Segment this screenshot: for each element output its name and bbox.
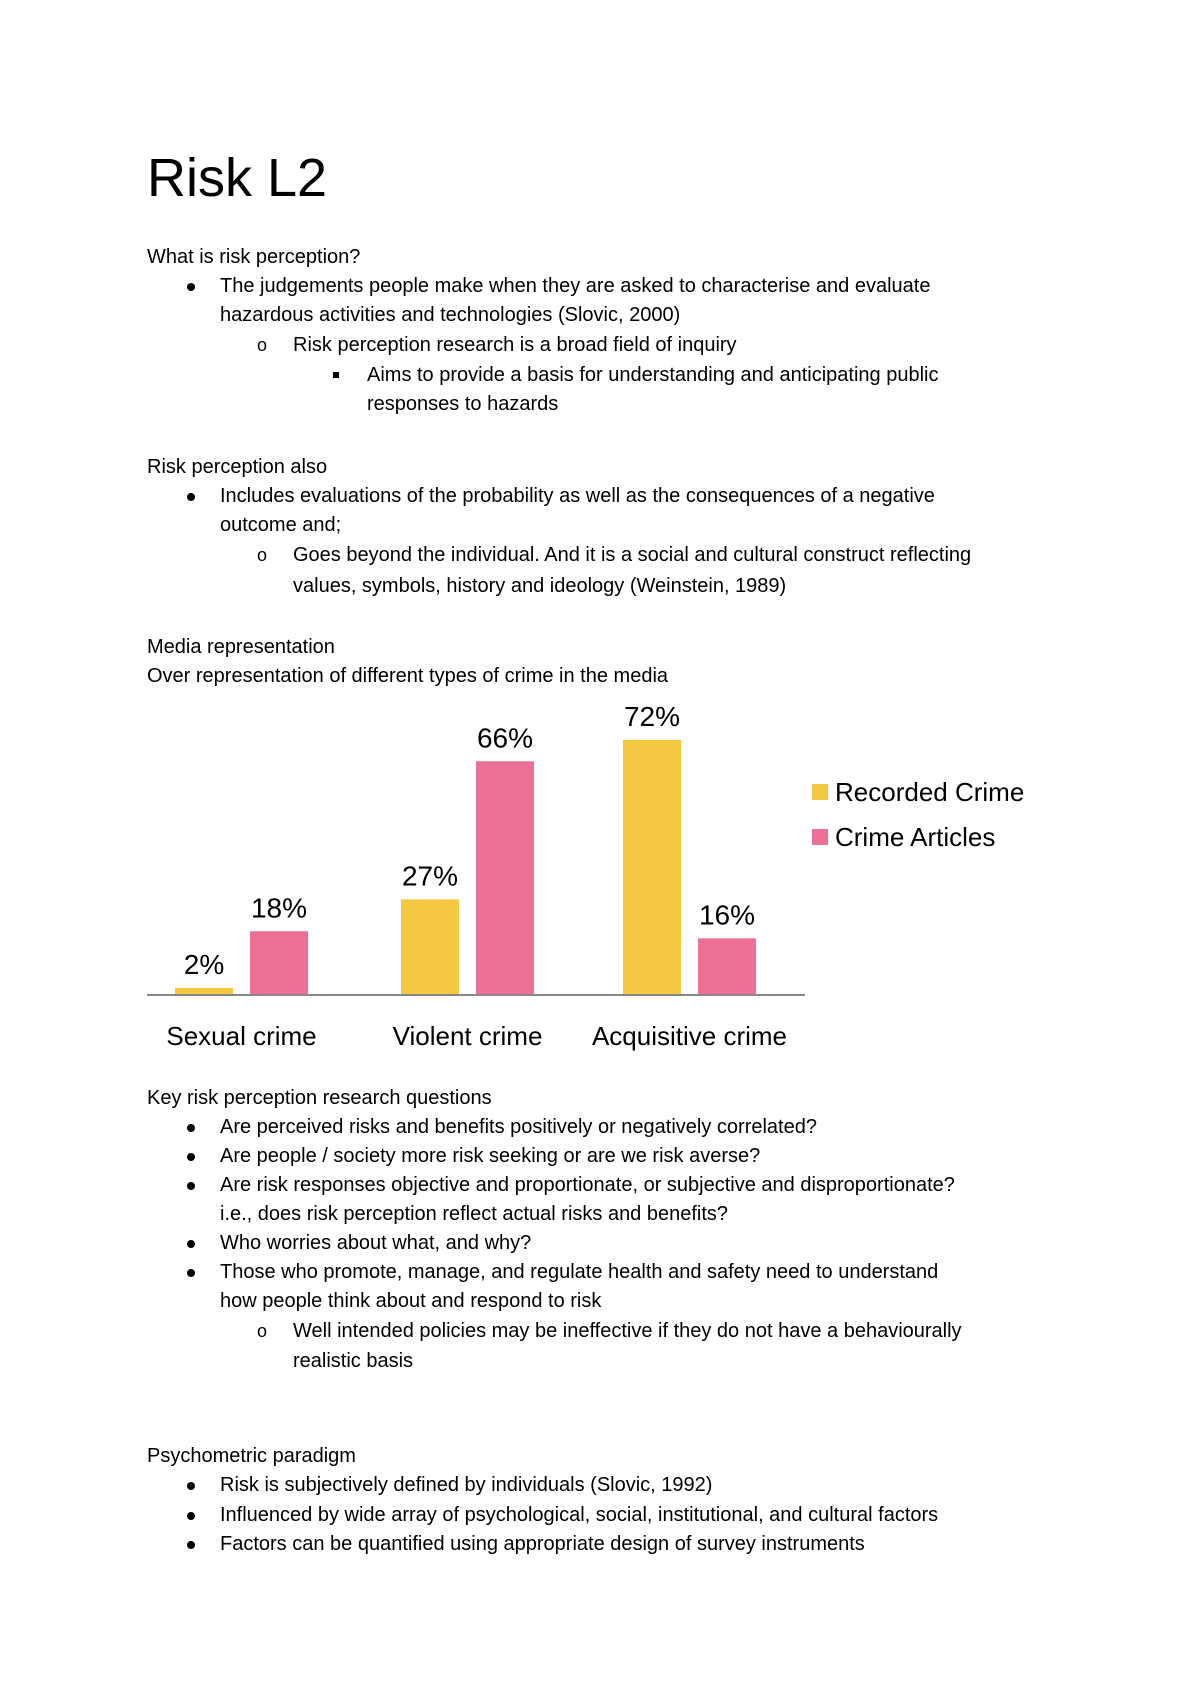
subsub-bullet-text-continued: responses to hazards [367,393,559,415]
bullet-dot [187,1240,195,1248]
chart-data-label: 18% [250,892,308,924]
bullet-text: Factors can be quantified using appropriate design of survey instruments [220,1533,865,1555]
sub-bullet-text-continued: values, symbols, history and ideology (Weinstein, 1989) [293,575,787,597]
chart-category-label: Acquisitive crime [591,1021,788,1051]
bullet-dot [187,1541,195,1549]
bullet-text: Influenced by wide array of psychological, social, institutional, and cultural factors [220,1504,939,1526]
section-heading-media: Media representation [147,636,335,658]
chart-data-label: 16% [698,899,756,931]
bullet-text: Are people / society more risk seeking or are we risk averse? [220,1145,761,1167]
bullet-text: Risk is subjectively defined by individuals (Slovic, 1992) [220,1474,713,1496]
chart-legend-label: Crime Articles [835,822,996,852]
bullet-dot [187,1124,195,1132]
section-heading-what-is: What is risk perception? [147,246,361,268]
chart-bar [623,740,681,995]
section-heading-also: Risk perception also [147,456,328,478]
chart-category-label: Sexual crime [166,1021,317,1051]
chart-legend-label: Recorded Crime [835,777,1025,807]
bullet-text: Who worries about what, and why? [220,1232,532,1254]
chart-bar [175,988,233,995]
bullet-text: Those who promote, manage, and regulate health and safety need to understand [220,1261,939,1283]
bullet-text-continued: hazardous activities and technologies (Slovic, 2000) [220,304,681,326]
sub-bullet-text: Goes beyond the individual. And it is a social and cultural construct reflecting [293,544,972,566]
bullet-circle: o [257,1321,268,1341]
bullet-text: Are risk responses objective and proportionate, or subjective and disproportionate? [220,1174,955,1196]
sub-bullet-text: Risk perception research is a broad field of inquiry [293,334,737,356]
chart-category-label: Violent crime [392,1021,543,1051]
bullet-text: Includes evaluations of the probability as well as the consequences of a negative [220,485,935,507]
chart-data-label: 27% [401,860,459,892]
chart-data-label: 2% [183,948,225,980]
section-heading-questions: Key risk perception research questions [147,1087,492,1109]
bullet-dot [187,1182,195,1190]
section-heading-psychometric: Psychometric paradigm [147,1445,356,1467]
chart-bar [401,899,459,995]
section-subheading-media: Over representation of different types of crime in the media [147,665,669,687]
chart-data-label: 66% [476,722,534,754]
chart-data-label: 72% [623,701,681,732]
sub-bullet-text-continued: realistic basis [293,1350,414,1372]
chart-bar [476,761,534,995]
page-title: Risk L2 [147,148,328,208]
bullet-circle: o [257,335,268,355]
bullet-dot [187,1512,195,1520]
bullet-dot [187,1153,195,1161]
chart-bar [250,931,308,995]
chart-bar [698,938,756,995]
bullet-text-continued: how people think about and respond to risk [220,1290,602,1312]
bullet-text: The judgements people make when they are asked to characterise and evaluate [220,275,931,297]
bullet-dot [187,1269,195,1277]
chart-legend-swatch [812,784,828,800]
bullet-circle: o [257,545,268,565]
chart-legend-swatch [812,829,828,845]
bullet-text-continued: outcome and; [220,514,342,536]
sub-bullet-text: Well intended policies may be ineffective if they do not have a behaviourally [293,1320,962,1342]
bullet-text: Are perceived risks and benefits positively or negatively correlated? [220,1116,817,1138]
bullet-text-continued: i.e., does risk perception reflect actual risks and benefits? [220,1203,729,1225]
subsub-bullet-text: Aims to provide a basis for understanding and anticipating public [367,364,939,386]
bullet-dot [187,1482,195,1490]
